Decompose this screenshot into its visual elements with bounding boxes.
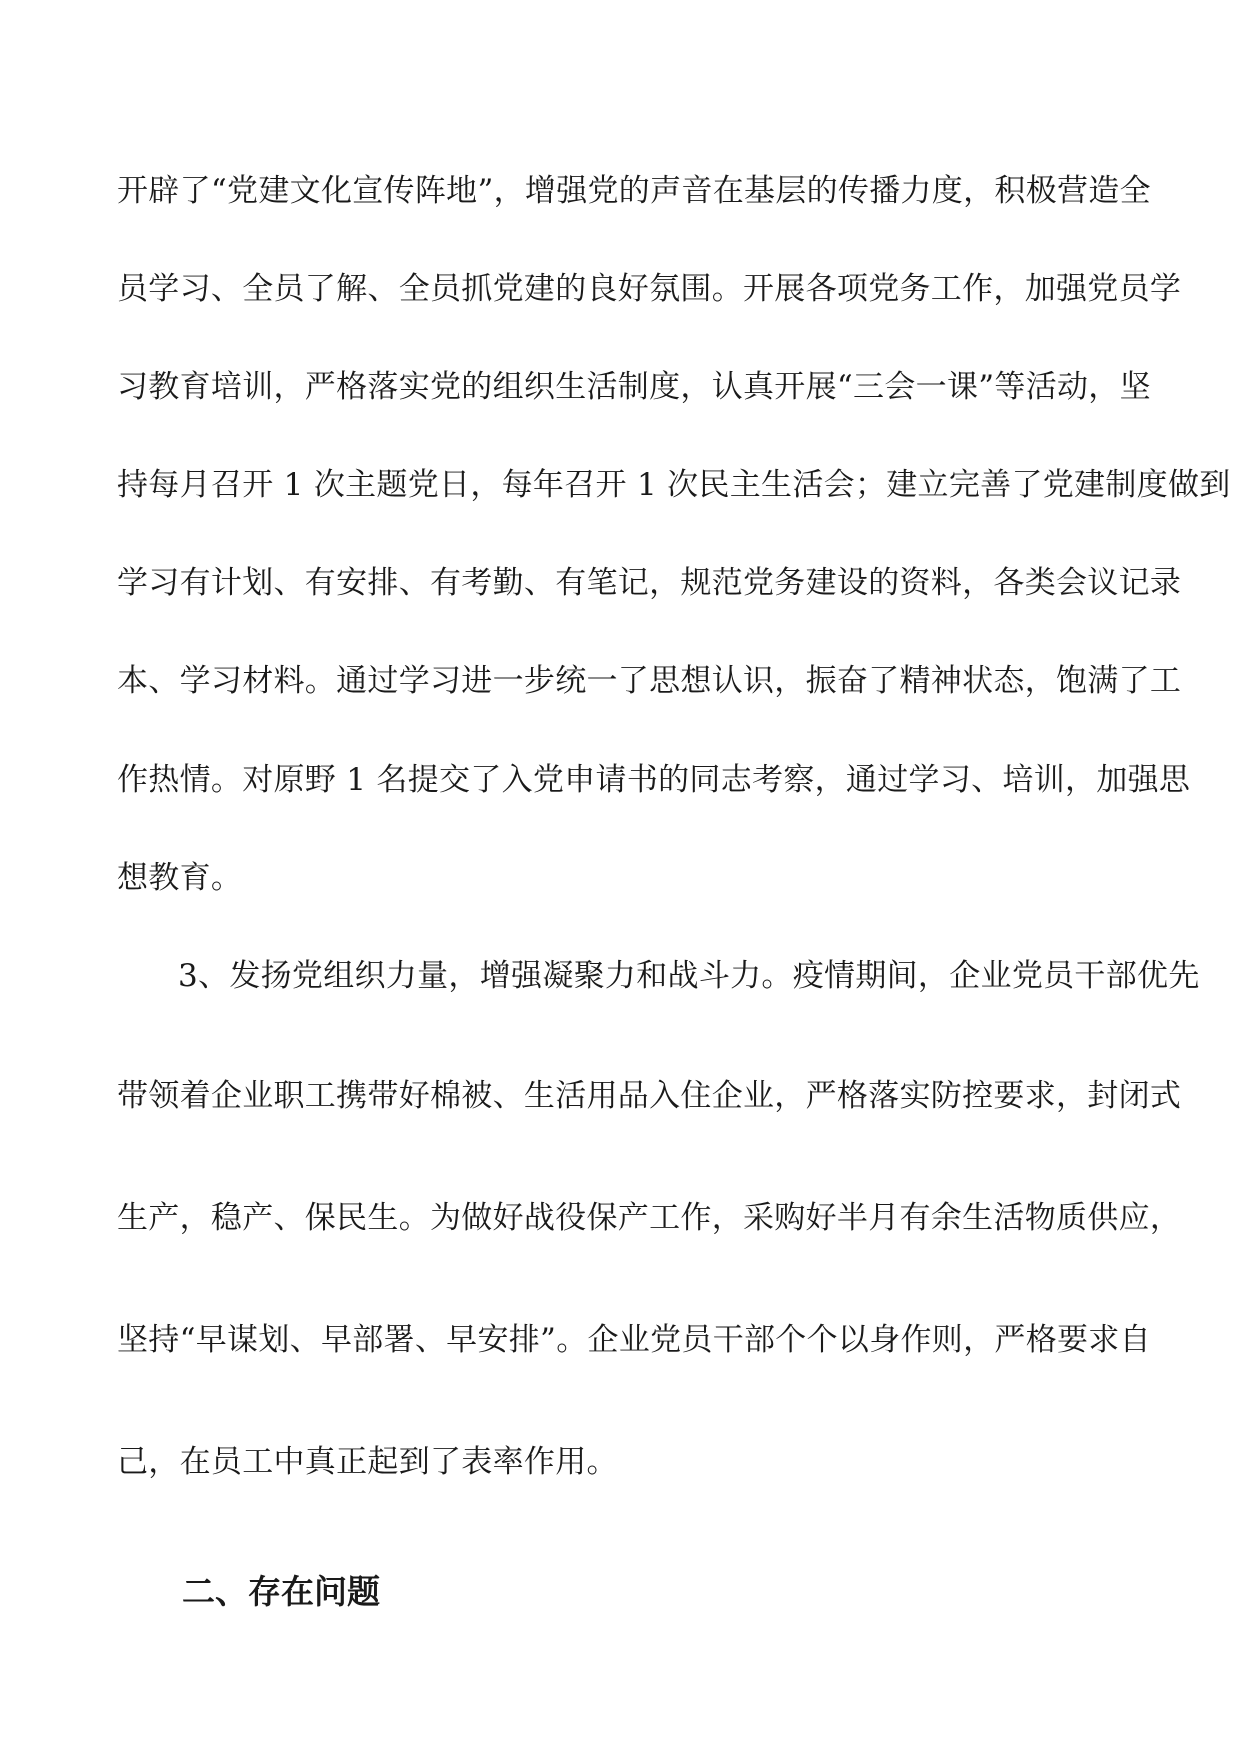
paragraph-1-line-7: 作热情。对原野 1 名提交了入党申请书的同志考察，通过学习、培训，加强思: [117, 762, 1191, 798]
paragraph-1-line-6: 本、学习材料。通过学习进一步统一了思想认识，振奋了精神状态，饱满了工: [117, 663, 1182, 699]
paragraph-1-line-5: 学习有计划、有安排、有考勤、有笔记，规范党务建设的资料，各类会议记录: [117, 565, 1182, 601]
paragraph-2-line-4: 坚持“早谋划、早部署、早安排”。企业党员干部个个以身作则，严格要求自: [117, 1322, 1151, 1358]
paragraph-2-line-1: 3、发扬党组织力量，增强凝聚力和战斗力。疫情期间，企业党员干部优先: [178, 958, 1200, 994]
paragraph-1-line-3: 习教育培训，严格落实党的组织生活制度，认真开展“三会一课”等活动，坚: [117, 369, 1151, 405]
paragraph-1-line-2: 员学习、全员了解、全员抓党建的良好氛围。开展各项党务工作，加强党员学: [117, 271, 1182, 307]
paragraph-2-line-5: 己，在员工中真正起到了表率作用。: [117, 1444, 618, 1480]
paragraph-2-line-3: 生产，稳产、保民生。为做好战役保产工作，采购好半月有余生活物质供应，: [117, 1200, 1182, 1236]
paragraph-1-line-8: 想教育。: [117, 860, 243, 896]
section-heading: 二、存在问题: [182, 1572, 380, 1611]
paragraph-1-line-4: 持每月召开 1 次主题党日，每年召开 1 次民主生活会；建立完善了党建制度做到: [117, 467, 1231, 503]
paragraph-1-line-1: 开辟了“党建文化宣传阵地”，增强党的声音在基层的传播力度，积极营造全: [117, 173, 1151, 209]
paragraph-2-line-2: 带领着企业职工携带好棉被、生活用品入住企业，严格落实防控要求，封闭式: [117, 1078, 1182, 1114]
